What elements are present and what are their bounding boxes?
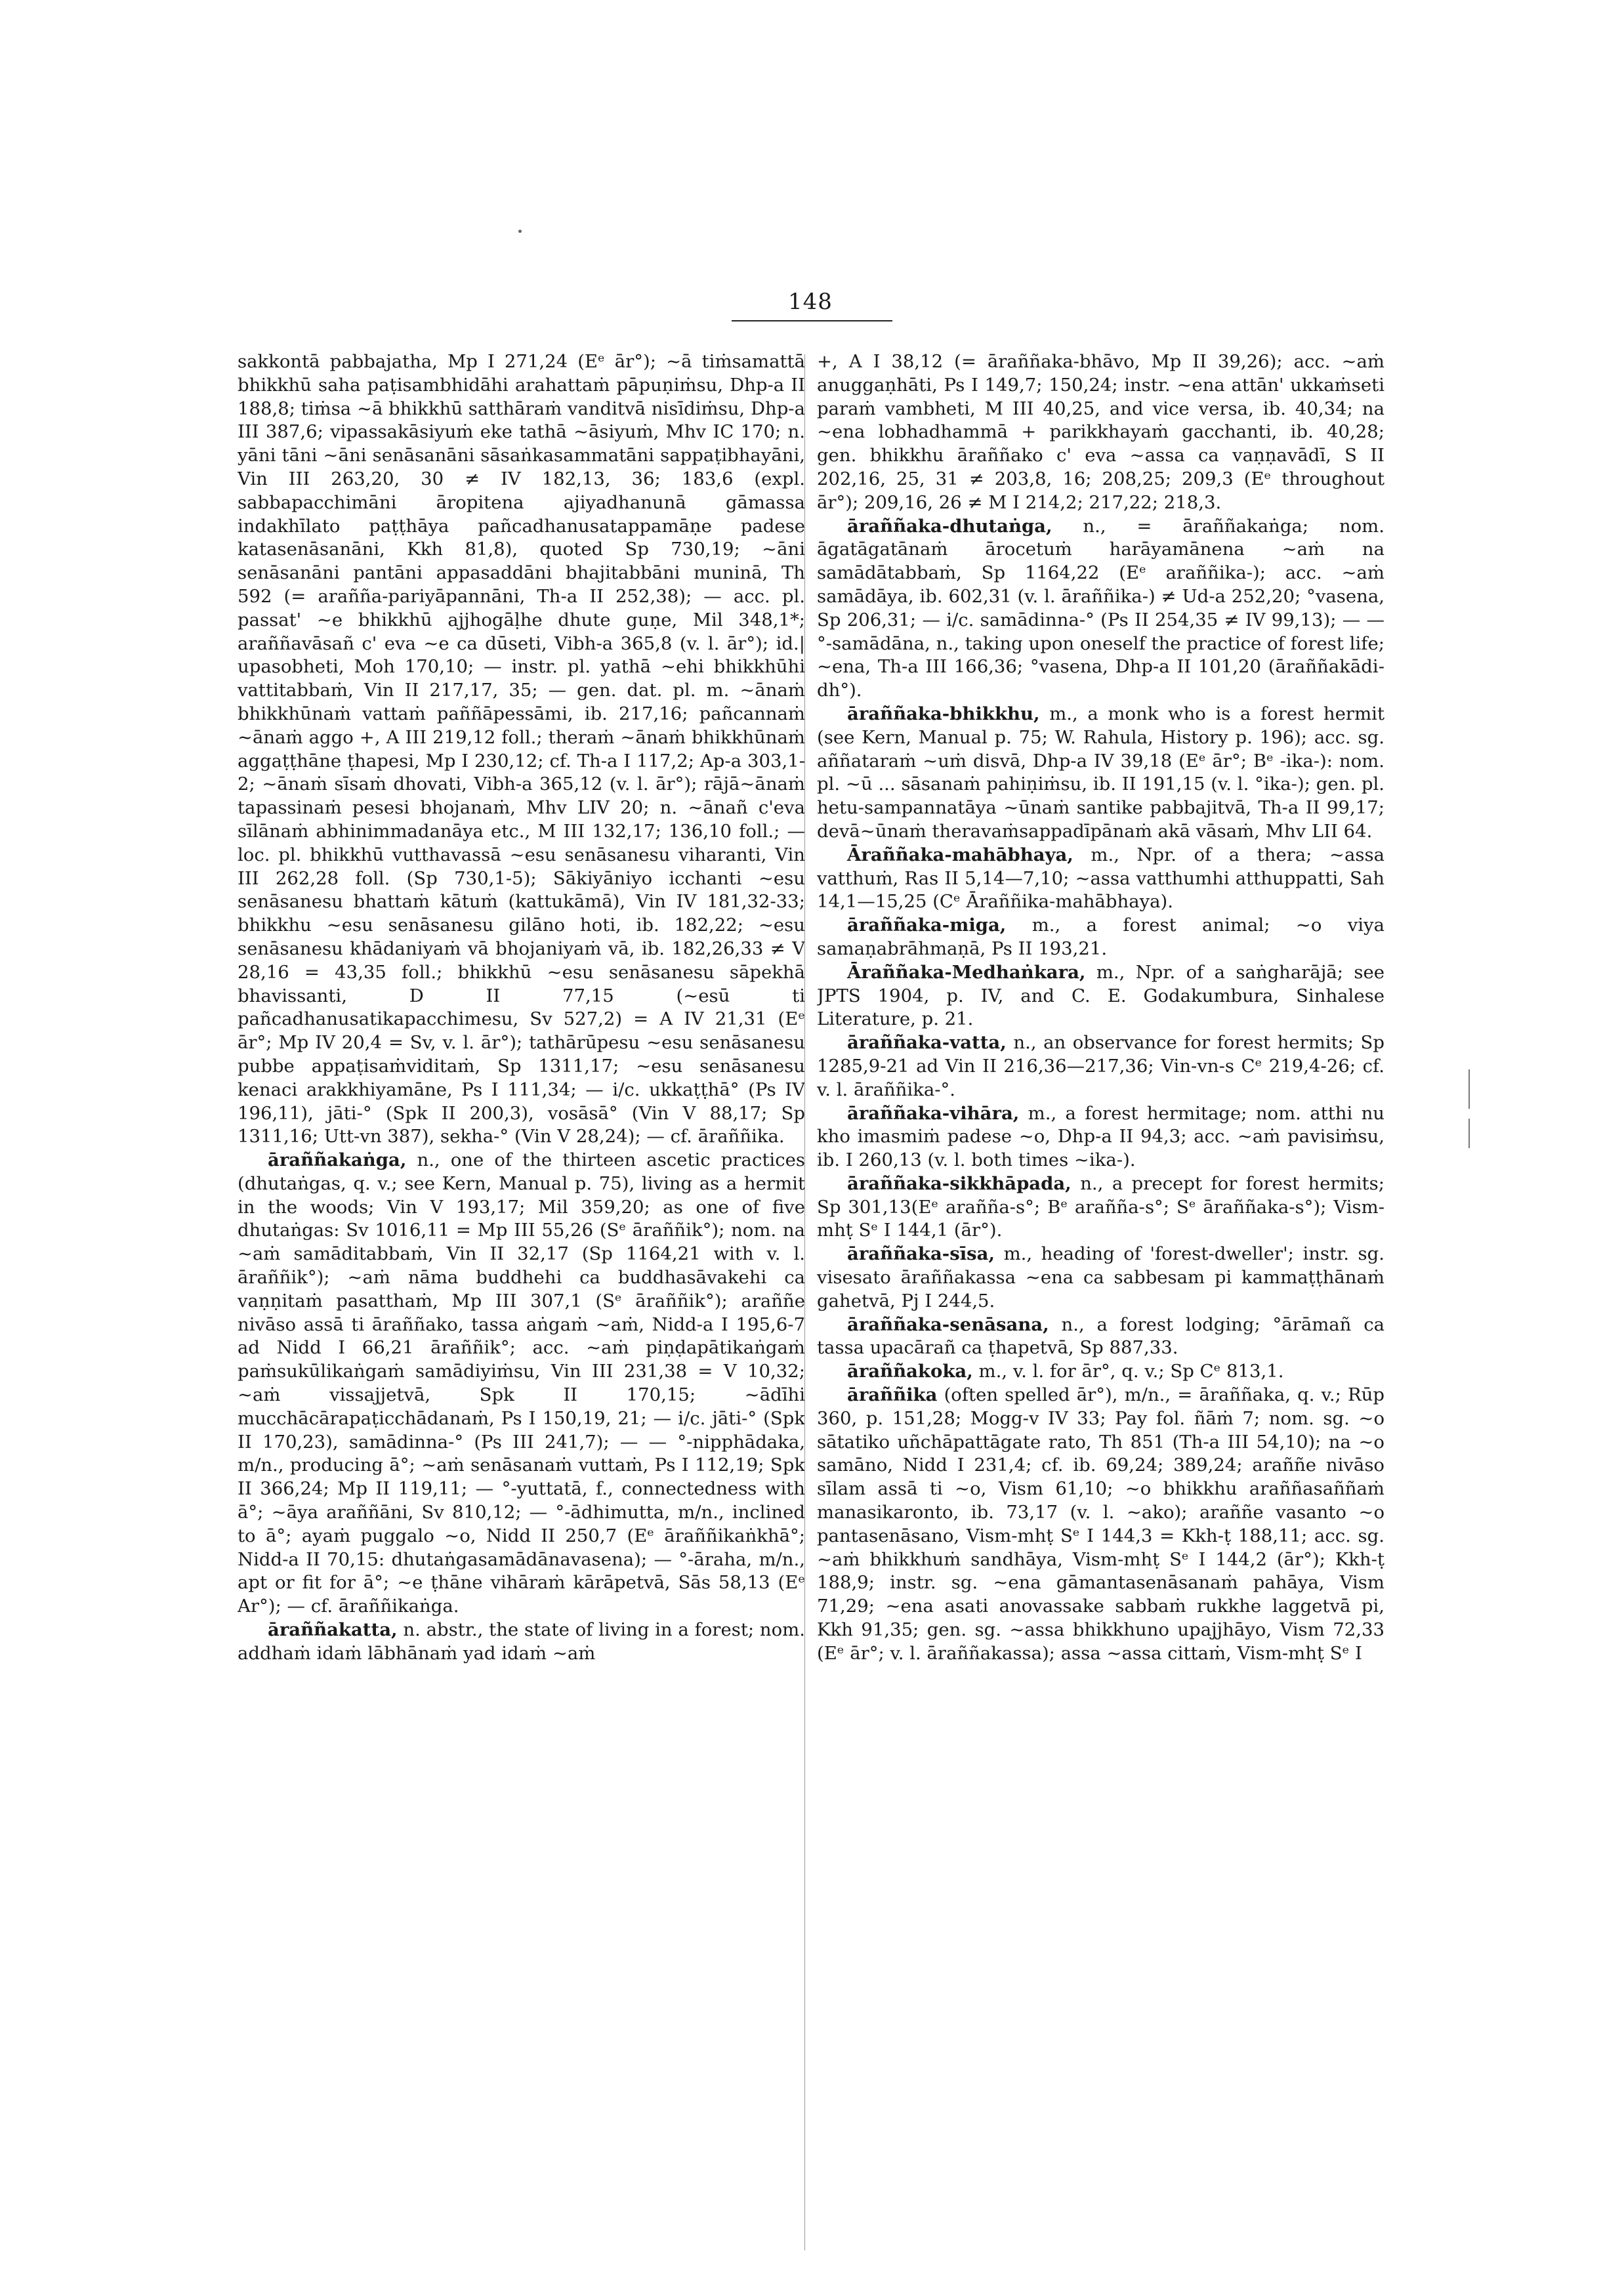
entry-body: n., an observance for forest hermits; Sp 1285,9-21 ad Vin II 216,36—217,36; Vin-vn-s Cᵉ 219,4-26; cf. v. l. āraññika-°. <box>817 1032 1385 1100</box>
entry-body: n., = āraññakaṅga; nom. āgatāgatānaṁ ārocetuṁ harāyamānena ~aṁ na samādātabbaṁ, Sp 1164,22 (Eᵉ araññika-); acc. ~aṁ samādāya, ib. 602,31 (v. l. āraññika-) ≠ Ud-a 252,20; °vasena, Sp 206,31; — i/c. samādinna-° (Ps II 254,35 ≠ IV 99,13); — — °-samādāna, n., taking upon oneself the practice of forest life; ~ena, Th-a III 166,36; °vasena, Dhp-a II 101,20 (āraññakādi-dh°). <box>817 515 1385 701</box>
dictionary-entry <box>817 1172 1385 1243</box>
entry-body: m., a forest hermitage; nom. atthi nu kho imasmiṁ padese ~o, Dhp-a II 94,3; acc. ~aṁ pavisiṁsu, ib. I 260,13 (v. l. both times ~ika-). <box>817 1102 1385 1171</box>
column-divider <box>804 354 805 2250</box>
right-column <box>817 350 1385 2266</box>
page-number: 148 <box>788 289 833 315</box>
entry-headword: āraññaka-miga, <box>847 915 1007 936</box>
dictionary-entry <box>817 515 1385 703</box>
dictionary-entry <box>817 914 1385 961</box>
dictionary-entry <box>817 1313 1385 1361</box>
entry-headword: āraññika <box>847 1384 938 1406</box>
dictionary-entry <box>817 1243 1385 1313</box>
dictionary-entry <box>817 961 1385 1031</box>
margin-mark <box>1468 1119 1470 1148</box>
entry-body: m., Npr. of a thera; ~assa vatthuṁ, Ras II 5,14—7,10; ~assa vatthumhi atthuppatti, Sah 14,1—15,25 (Cᵉ Āraññika-mahābhaya). <box>817 844 1385 913</box>
entry-body: +, A I 38,12 (= āraññaka-bhāvo, Mp II 39,26); acc. ~aṁ anuggaṇhāti, Ps I 149,7; 150,24; instr. ~ena attān' ukkaṁseti paraṁ vambheti, M III 40,25, and vice versa, ib. 40,34; na ~ena lobhadhammā + parikkhayaṁ gacchanti, ib. 40,28; gen. bhikkhu āraññako c' eva ~assa ca vaṇṇavādī, S II 202,16, 25, 31 ≠ 203,8, 16; 208,25; 209,3 (Eᵉ throughout ār°); 209,16, 26 ≠ M I 214,2; 217,22; 218,3. <box>817 351 1385 513</box>
entry-headword: āraññakatta, <box>268 1619 398 1641</box>
entry-body: n. abstr., the state of living in a forest; nom. addhaṁ idaṁ lābhānaṁ yad idaṁ ~aṁ <box>238 1619 805 1664</box>
dictionary-entry <box>817 1031 1385 1102</box>
stray-dot <box>518 230 522 233</box>
left-column <box>238 350 805 2266</box>
continued-entry <box>817 350 1385 515</box>
header-rule <box>732 320 892 321</box>
dictionary-entry <box>817 1102 1385 1172</box>
entry-body: m., a monk who is a forest hermit (see Kern, Manual p. 75; W. Rahula, History p. 196); acc. sg. aññataraṁ ~uṁ disvā, Dhp-a IV 39,18 (Eᵉ ār°; Bᵉ -ika-): nom. pl. ~ū ... sāsanaṁ pahiṇiṁsu, ib. II 191,15 (v. l. °ika-); gen. pl. hetu-sampannatāya ~ūnaṁ santike pabbajitvā, Th-a II 99,17; devā~ūnaṁ theravaṁsappadīpānaṁ akā vāsaṁ, Mhv LII 64. <box>817 703 1385 842</box>
entry-body: n., a forest lodging; °ārāmañ ca tassa upacārañ ca ṭhapetvā, Sp 887,33. <box>817 1313 1385 1359</box>
entry-headword: āraññaka-senāsana, <box>847 1313 1049 1335</box>
entry-headword: āraññaka-vihāra, <box>847 1102 1020 1124</box>
entry-headword: āraññaka-sīsa, <box>847 1243 995 1265</box>
entry-headword: Āraññaka-Medhaṅkara, <box>847 961 1086 983</box>
entry-body: m., a forest animal; ~o viya samaṇabrāhmaṇā, Ps II 193,21. <box>817 915 1385 959</box>
entry-body: m., Npr. of a saṅgharājā; see JPTS 1904, p. IV, and C. E. Godakumbura, Sinhalese Literature, p. 21. <box>817 961 1385 1030</box>
entry-body: m., heading of 'forest-dweller'; instr. sg. visesato āraññakassa ~ena ca sabbesam pi kammaṭṭhānaṁ gahetvā, Pj I 244,5. <box>817 1243 1385 1312</box>
entry-headword: Āraññaka-mahābhaya, <box>847 844 1073 865</box>
entry-body: n., a precept for forest hermits; Sp 301,13(Eᵉ arañña-s°; Bᵉ arañña-s°; Sᵉ āraññaka-s°); Vism-mhṭ Sᵉ I 144,1 (ār°). <box>817 1172 1385 1241</box>
dictionary-entry <box>817 703 1385 844</box>
entry-headword: āraññaka-vatta, <box>847 1032 1007 1054</box>
dictionary-entry <box>817 844 1385 914</box>
continued-entry <box>238 350 805 1149</box>
entry-headword: āraññaka-sikkhāpada, <box>847 1172 1072 1194</box>
margin-mark <box>1468 1069 1470 1109</box>
dictionary-entry <box>238 1619 805 1666</box>
entry-body: n., one of the thirteen ascetic practices (dhutaṅgas, q. v.; see Kern, Manual p. 75), living as a hermit in the woods; Vin V 193,17; Mil 359,20; as one of five dhutaṅgas: Sv 1016,11 = Mp III 55,26 (Sᵉ āraññik°); nom. na ~aṁ samāditabbaṁ, Vin II 32,17 (Sp 1164,21 with v. l. āraññik°); ~aṁ nāma buddhehi ca buddhasāvakehi ca vaṇṇitaṁ pasatthaṁ, Mp III 307,1 (Sᵉ āraññik°); araññe nivāso assā ti āraññako, tassa aṅgaṁ ~aṁ, Nidd-a I 195,6-7 ad Nidd I 66,21 āraññik°; acc. ~aṁ piṇḍapātikaṅgaṁ paṁsukūlikaṅgaṁ samādiyiṁsu, Vin III 231,38 = V 10,32; ~aṁ vissajjetvā, Spk II 170,15; ~ādīhi mucchācārapaṭicchādanaṁ, Ps I 150,19, 21; — i/c. jāti-° (Spk II 170,23), samādinna-° (Ps III 241,7); — — °-nipphādaka, m/n., producing ā°; ~aṁ senāsanaṁ vuttaṁ, Ps I 112,19; Spk II 366,24; Mp II 119,11; — °-yuttatā, f., connectedness with ā°; ~āya araññāni, Sv 810,12; — °-ādhimutta, m/n., inclined to ā°; ayaṁ puggalo ~o, Nidd II 250,7 (Eᵉ āraññikaṅkhā°; Nidd-a II 70,15: dhutaṅgasamādānavasena); — °-āraha, m/n., apt or fit for ā°; ~e ṭhāne vihāraṁ kārāpetvā, Sās 58,13 (Eᵉ Ar°); — cf. āraññikaṅga. <box>238 1149 805 1617</box>
entry-body: m., v. l. for ār°, q. v.; Sp Cᵉ 813,1. <box>978 1361 1284 1382</box>
entry-body: sakkontā pabbajatha, Mp I 271,24 (Eᵉ ār°); ~ā tiṁsamattā bhikkhū saha paṭisambhidāhi arahattaṁ pāpuṇiṁsu, Dhp-a II 188,8; tiṁsa ~ā bhikkhū satthāraṁ vanditvā nisīdiṁsu, Dhp-a III 387,6; vipassakāsiyuṁ eke tathā ~āsiyuṁ, Mhv IC 170; n. yāni tāni ~āni senāsanāni sāsaṅkasammatāni sappaṭibhayāni, Vin III 263,20, 30 ≠ IV 182,13, 36; 183,6 (expl. sabbapacchimāni āropitena ajiyadhanunā gāmassa indakhīlato paṭṭhāya pañcadhanusatappamāṇe padese katasenāsanāni, Kkh 81,8), quoted Sp 730,19; ~āni senāsanāni pantāni appasaddāni bhajitabbāni muninā, Th 592 (= arañña-pariyāpannāni, Th-a II 252,38); — acc. pl. passat' ~e bhikkhū ajjhogāḷhe dhute guṇe, Mil 348,1*; araññavāsañ c' eva ~e ca dūseti, Vibh-a 365,8 (v. l. ār°); id.| upasobheti, Moh 170,10; — instr. pl. yathā ~ehi bhikkhūhi vattitabbaṁ, Vin II 217,17, 35; — gen. dat. pl. m. ~ānaṁ bhikkhūnaṁ vattaṁ paññāpessāmi, ib. 217,16; pañcannaṁ ~ānaṁ aggo +, A III 219,12 foll.; theraṁ ~ānaṁ bhikkhūnaṁ aggaṭṭhāne ṭhapesi, Mp I 230,12; cf. Th-a I 117,2; Ap-a 303,1-2; ~ānaṁ sīsaṁ dhovati, Vibh-a 365,12 (v. l. ār°); rājā~ānaṁ tapassinaṁ pesesi bhojanaṁ, Mhv LIV 20; n. ~ānañ c'eva sīlānaṁ abhinimmadanāya etc., M III 132,17; 136,10 foll.; — loc. pl. bhikkhū vutthavassā ~esu senāsanesu viharanti, Vin III 262,28 foll. (Sp 730,1-5); Sākiyāniyo icchanti ~esu senāsanesu bhattaṁ kātuṁ (kattukāmā), Vin IV 181,32-33; bhikkhu ~esu senāsanesu gilāno hoti, ib. 182,22; ~esu senāsanesu khādaniyaṁ vā bhojaniyaṁ vā, ib. 182,26,33 ≠ V 28,16 = 43,35 foll.; bhikkhū ~esu senāsanesu sāpekhā bhavissanti, D II 77,15 (~esū ti pañcadhanusatikapacchimesu, Sv 527,2) = A IV 21,31 (Eᵉ ār°; Mp IV 20,4 = Sv, v. l. ār°); tathārūpesu ~esu senāsanesu pubbe appaṭisaṁviditaṁ, Sp 1311,17; ~esu senāsanesu kenaci arakkhiyamāne, Ps I 111,34; — i/c. ukkaṭṭhā° (Ps IV 196,11), jāti-° (Spk II 200,3), vosāsā° (Vin V 88,17; Sp 1311,16; Utt-vn 387), sekha-° (Vin V 28,24); — cf. āraññika. <box>238 351 805 1148</box>
dictionary-entry <box>238 1149 805 1619</box>
entry-body: (often spelled ār°), m/n., = āraññaka, q. v.; Rūp 360, p. 151,28; Mogg-v IV 33; Pay fol. ñāṁ 7; nom. sg. ~o sātatiko uñchāpattāgate rato, Th 851 (Th-a III 54,10); na ~o samāno, Nidd I 231,4; cf. ib. 69,24; 389,24; araññe nivāso sīlam assā ti ~o, Vism 61,10; ~o bhikkhu araññasaññaṁ manasikaronto, ib. 73,17 (v. l. ~ako); araññe vasanto ~o pantasenāsano, Vism-mhṭ Sᵉ I 144,3 = Kkh-ṭ 188,11; acc. sg. ~aṁ bhikkhuṁ sandhāya, Vism-mhṭ Sᵉ I 144,2 (ār°); Kkh-ṭ 188,9; instr. sg. ~ena gāmantasenāsanaṁ pahāya, Vism 71,29; ~ena asati anovassake sabbaṁ rukkhe laggetvā pi, Kkh 91,35; gen. sg. ~assa bhikkhuno upajjhāyo, Vism 72,33 (Eᵉ ār°; v. l. āraññakassa); assa ~assa cittaṁ, Vism-mhṭ Sᵉ I <box>817 1384 1385 1664</box>
dictionary-entry <box>817 1384 1385 1666</box>
entry-headword: āraññaka-bhikkhu, <box>847 703 1040 724</box>
entry-headword: āraññakaṅga, <box>268 1149 407 1171</box>
entry-headword: āraññaka-dhutaṅga, <box>847 515 1052 537</box>
entry-headword: āraññakoka, <box>847 1361 973 1382</box>
dictionary-entry <box>817 1360 1385 1384</box>
